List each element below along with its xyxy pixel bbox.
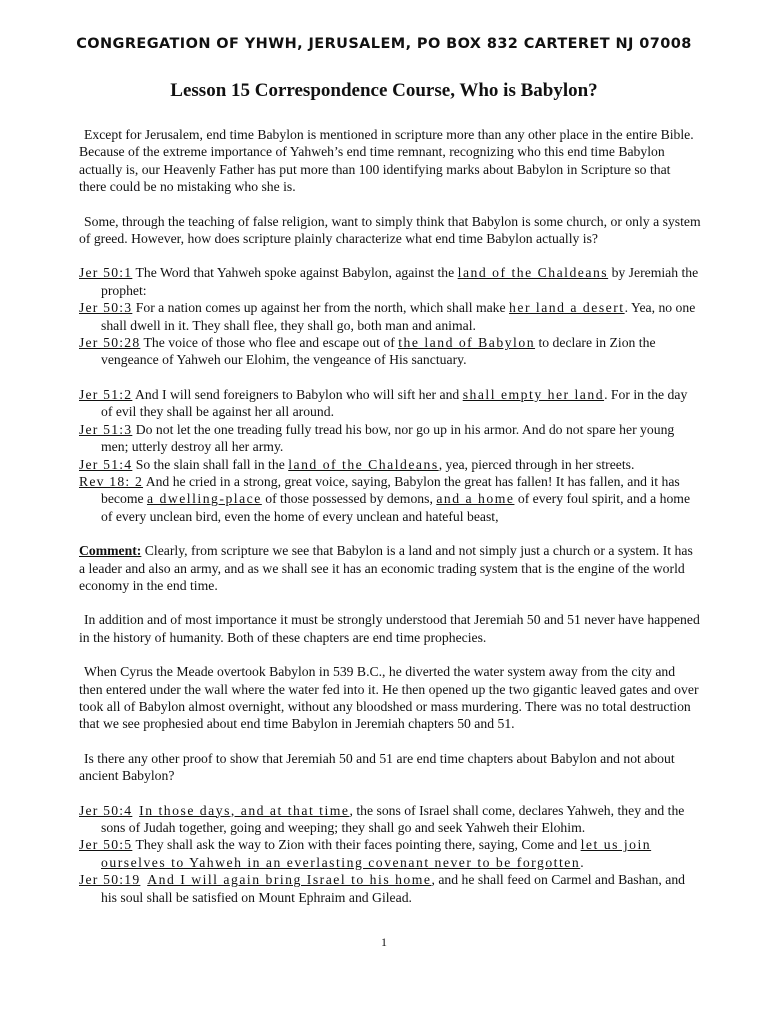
verse-group-2 (79, 386, 701, 525)
intro-paragraph-2: Some, through the teaching of false religion, want to simply think that Babylon is some church, or only a system of greed. However, how does scripture plainly characterize what end time Babylon actually is? (79, 213, 701, 247)
verse-text: . Yea, no one shall dwell in it. They shall flee, they shall go, both man and animal. (101, 300, 696, 333)
verse-emphasis: let us join ourselves to Yahweh in an everlasting covenant never to be forgotten (101, 837, 652, 870)
paragraph-3: In addition and of most importance it must be strongly understood that Jeremiah 50 and 51 never have happened in the history of humanity. Both of these chapters are end time prophecies. (79, 612, 700, 645)
verse-text: . (580, 854, 584, 870)
verse-group-1 (79, 264, 701, 368)
paragraph-4: When Cyrus the Meade overtook Babylon in 539 B.C., he diverted the water system away from the city and then entered under the wall where the water fed into it. He then opened up the two gigantic leaved gates and over took all of Babylon almost overnight, without any bloodshed or mass murdering. There was no total destruction that we see prophesied about end time Babylon in Jeremiah chapters 50 and 51. (79, 664, 699, 732)
verse-text: to declare in Zion the vengeance of Yahweh our Elohim, the vengeance of His sanctuary. (101, 335, 656, 368)
page-number: 1 (381, 935, 387, 949)
verse-reference: Jer 50:4 (79, 802, 133, 818)
comment-text: Clearly, from scripture we see that Babylon is a land and not simply just a church or a system. It has a leader and also an army, and as we shall see it has an economic trading system that is the engine of the world economy in the end time. (79, 543, 693, 593)
verse-emphasis: the land of Babylon (398, 335, 536, 351)
letterhead: CONGREGATION OF YHWH, JERUSALEM, PO BOX 832 CARTERET NJ 07008 (76, 36, 692, 52)
verse-jer-50-3 (79, 299, 701, 334)
verse-text: The voice of those who flee and escape out of (140, 335, 399, 351)
verse-jer-50-28 (79, 334, 701, 369)
verse-reference: Jer 50:1 (79, 265, 133, 281)
verse-text: by Jeremiah the prophet: (101, 265, 699, 298)
verse-emphasis: her land a desert (509, 300, 625, 316)
verse-emphasis: land of the Chaldeans (457, 265, 609, 281)
verse-text: So the slain shall fall in the (132, 456, 289, 472)
verse-emphasis: and a home (436, 491, 515, 507)
verse-reference: Jer 51:2 (79, 386, 133, 402)
verse-emphasis: In those days, and at that time (139, 802, 350, 818)
verse-jer-50-19 (79, 871, 701, 906)
verse-text: , the sons of Israel shall come, declares Yahweh, they and the sons of Judah together, going and weeping; they shall go and seek Yahweh their Elohim. (101, 802, 685, 835)
verse-text: , yea, pierced through in her streets. (438, 456, 635, 472)
verse-jer-51-4 (79, 456, 701, 473)
page-title: Lesson 15 Correspondence Course, Who is Babylon? (170, 80, 598, 101)
verse-reference: Jer 50:19 (79, 872, 141, 888)
verse-text: And he cried in a strong, great voice, saying, Babylon the great has fallen! It has fallen, and it has become (101, 473, 680, 507)
verse-jer-51-2 (79, 386, 701, 421)
comment-label: Comment: (79, 543, 142, 559)
verse-text: And I will send foreigners to Babylon who will sift her and (132, 386, 463, 402)
verse-reference: Jer 51:4 (79, 456, 133, 472)
verse-reference: Jer 50:28 (79, 335, 141, 351)
verse-group-3 (79, 802, 701, 906)
paragraph-5: Is there any other proof to show that Jeremiah 50 and 51 are end time chapters about Babylon and not about ancient Babylon? (79, 750, 675, 784)
intro-paragraph-1: Except for Jerusalem, end time Babylon is mentioned in scripture more than any other place in the entire Bible. Because of the extreme importance of Yahweh’s end time remnant, recognizing who this end time Babylon actually is, our Heavenly Father has put more than 100 identifying marks about Babylon in Scripture so that there could be no mistaking who she is. (79, 127, 694, 195)
verse-text: of every foul spirit, and a home of every unclean bird, even the home of every unclean and hateful beast, (101, 491, 691, 524)
verse-jer-51-3 (79, 421, 701, 456)
verse-rev-18-2 (79, 473, 701, 525)
verse-text: of those possessed by demons, (261, 491, 437, 507)
verse-emphasis: land of the Chaldeans (288, 456, 439, 472)
verse-text: Do not let the one treading fully tread his bow, nor go up in his armor. And do not spare her young men; utterly destroy all her army. (101, 421, 675, 455)
verse-reference: Jer 50:5 (79, 837, 133, 853)
document-body (79, 126, 701, 923)
verse-text: For a nation comes up against her from the north, which shall make (132, 300, 510, 316)
verse-emphasis: a dwelling-place (146, 491, 262, 507)
comment-paragraph (79, 542, 701, 594)
verse-jer-50-5 (79, 836, 701, 871)
verse-reference: Jer 51:3 (79, 421, 133, 437)
verse-jer-50-4 (79, 802, 701, 837)
verse-text: The Word that Yahweh spoke against Babylon, against the (132, 265, 458, 281)
verse-text: , and he shall feed on Carmel and Bashan, and his soul shall be satisfied on Mount Ephraim and Gilead. (101, 872, 686, 905)
verse-reference: Jer 50:3 (79, 300, 133, 316)
verse-emphasis: And I will again bring Israel to his home (147, 872, 432, 888)
verse-text: They shall ask the way to Zion with their faces pointing there, saying, Come and (132, 837, 581, 853)
verse-text: . For in the day of evil they shall be against her all around. (101, 386, 688, 420)
verse-emphasis: shall empty her land (462, 386, 605, 402)
verse-jer-50-1 (79, 264, 701, 299)
verse-reference: Rev 18: 2 (79, 473, 144, 489)
